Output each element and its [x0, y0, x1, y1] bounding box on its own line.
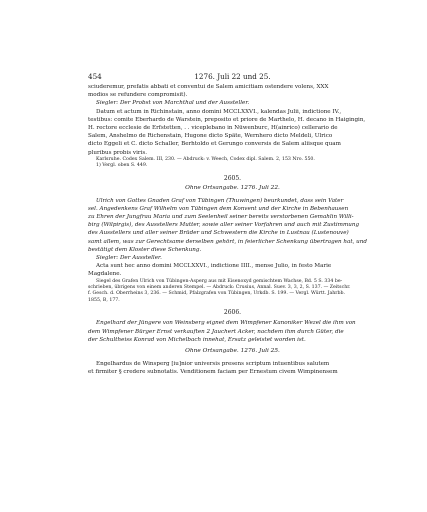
document-page [88, 72, 377, 376]
regest-line: dem Wimpfener Bürger Ernst verkauften 2 Jauchert Acker, nachdem ihm durch Güter, die [88, 328, 344, 335]
dateline: Ohne Ortsangabe. 1276. Juli 25. [185, 347, 280, 354]
regest-line: des Ausstellers und aller seiner Brüder und Schwestern die Kirche in Lustnau (Lustenouve) [88, 230, 349, 237]
dating-line: Salem, Anshelmo de Richenstain, Hugone dicto Späte, Wernhero dicto Meldeli, Ulrico [88, 133, 333, 140]
source-note: schrieben, übrigens von einem anderen Stempel. — Abdruck: Crusius, Annal. Suev. 3, 3, 2, S. 137. — Zeitschr. [88, 285, 351, 291]
footnote: 1) Vergl. oben S. 449. [96, 163, 148, 169]
dateline: Ohne Ortsangabe. 1276. Juli 22. [185, 184, 280, 191]
source-note: 1855, B, 177. [88, 297, 120, 303]
regest-line: Engelhard der Jüngere von Weinsberg eignet dem Wimpfener Kanoniker Wezel die ihm von [96, 320, 356, 327]
running-header [88, 72, 377, 83]
regest-line: der Schultheiss Konrad von Michelbach innehat, Ersatz geleistet worden ist. [88, 336, 306, 343]
text-line: modios se refundere compromisit). [88, 92, 188, 99]
seal-note: Siegler: Der Probst von Marchthal und der Aussteller. [96, 100, 250, 107]
regest-line: sel. Angedenkens Graf Wilhelm von Tübingen dem Konvent und der Kirche in Bebenhausen [88, 205, 349, 212]
dating-line: dicto Eggeli et C. dicto Schaller, Berhtoldo et Gerungo conversis de Salem aliisque quam [88, 141, 341, 148]
document-number: 2605. [223, 174, 242, 182]
source-note: Siegel des Grafen Ulrich von Tübingen-Asperg aus mit Eisenoxyd gemischtem Wachse, Bd. 5 S. 334 be- [96, 278, 343, 284]
dating-line: testibus: comite Eberhardo de Warstein, preposito et priore de Marthelo, H. decano in Haigingin, [88, 116, 366, 123]
dating-line: Acta sunt hec anno domini MCCLXXVI., indictione IIII., mense Julio, in festo Marie [96, 263, 332, 270]
document-number: 2606. [223, 309, 242, 317]
text-line: sciuderemur, prefatis abbati et conventui de Salem amicitiam ostendere volens, XXX [88, 84, 329, 90]
text-line: Engelhardus de Winsperg [iu]nior universis presens scriptum intuentibus salutem [96, 360, 330, 367]
regest-line: zu Ehren der Jungfrau Maria und zum Seelenheil seiner bereits verstorbenen Gemahlin Willi- [88, 214, 354, 221]
source-note: Karlsruhe. Codex Salem. III, 230. — Abdruck: v. Weech, Codex dipl. Salem. 2, 153 Nro. 550. [96, 156, 315, 162]
regest-line: birg (Wilpirgis), des Ausstellers Mutter, sowie aller seiner Vorfahren und auch mit Zustimmung [88, 222, 360, 229]
dating-line: pluribus probis viris. [88, 149, 147, 156]
regest-line: Ulrich von Gottes Gnaden Graf von Tübingen (Thuwingen) beurkundet, dass sein Vater [96, 197, 344, 204]
regest-line: samt allem, was zur Gerechtsame derselben gehört, in feierlicher Schenkung übertragen hat, und [88, 238, 367, 245]
seal-note: Siegler: Der Aussteller. [96, 255, 162, 262]
regest-line: bestätigt dem Kloster diese Schenkung. [88, 246, 202, 253]
page-number: 454 [88, 72, 102, 81]
text-line: et firmiter § credere subnotatis. Venditionem faciam per Ernestum civem Wimpinensem [88, 369, 338, 376]
dating-line: Datum et actum in Richinstain, anno domini MCCLXXVI., kalendas Julii, indictione IV., [96, 108, 342, 115]
running-title: 1276. Juli 22 und 25. [194, 72, 271, 81]
dating-line: H. rectore ecclesie de Erfstetten, . . viceplebano in Nüwenburc, H(ainrico) cellerario de [88, 125, 338, 132]
source-note: f. Gesch. d. Oberrheins 3, 236. — Schmid, Pfalzgrafen von Tübingen, Urkdb. S. 199. — Vergl. Württ. Jahrbb. [88, 291, 346, 297]
dating-line: Magdalene. [88, 271, 122, 278]
